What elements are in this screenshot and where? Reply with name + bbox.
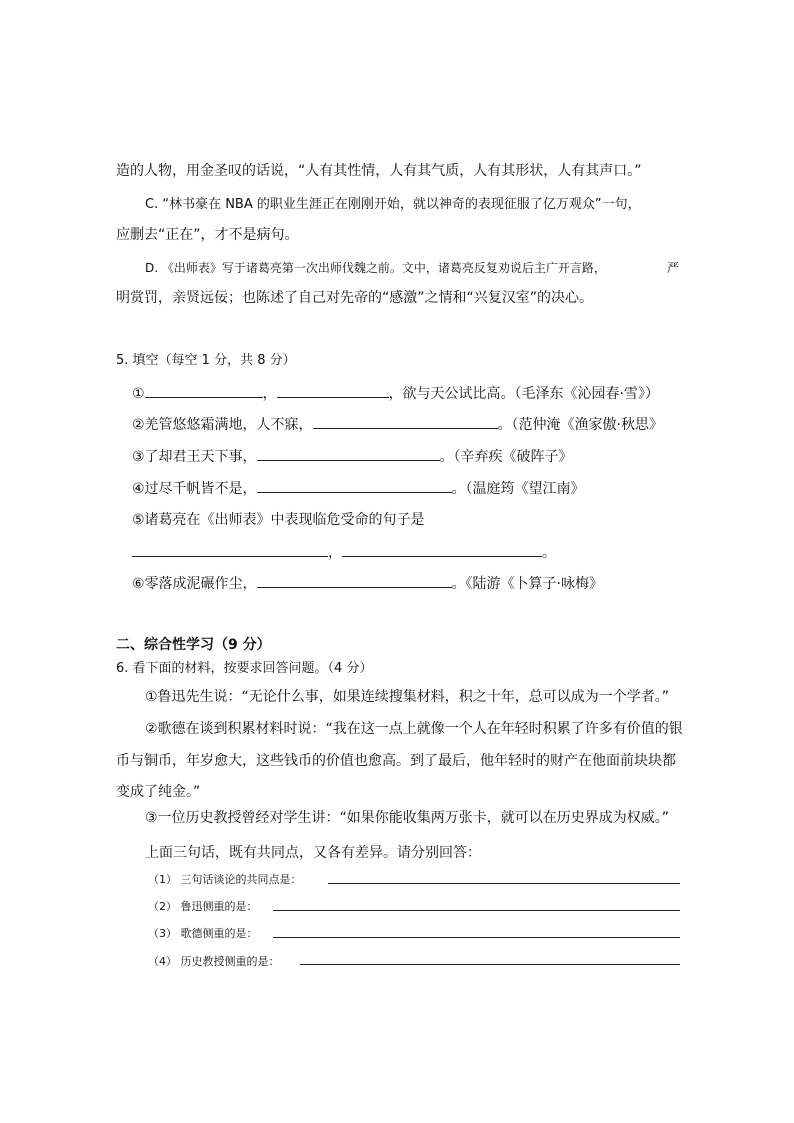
q6-answer-2-label: （2） 鲁迅侧重的是： xyxy=(148,900,258,913)
q5-item-3-text: ③了却君王天下事， xyxy=(132,449,257,465)
q5-item-6-source: 。《陆游《卜算子·咏梅》 xyxy=(451,576,604,592)
q6-answer-4-line[interactable] xyxy=(300,964,680,965)
q6-prompt: 上面三句话，既有共同点，又各有差异。请分别回答： xyxy=(145,845,481,861)
q5-item-3-source: 。（辛弃疾《破阵子》 xyxy=(439,449,573,465)
q6-answer-1-label: （1） 三句话谈论的共同点是： xyxy=(148,873,302,886)
q5-item-4 xyxy=(132,479,585,498)
q5-blank-5a[interactable] xyxy=(132,543,328,557)
q5-item-2 xyxy=(132,415,663,434)
q4-option-c-line1: C. “林书豪在 NBA 的职业生涯正在刚刚开始，就以神奇的表现征服了亿万观众”一句， xyxy=(145,197,641,212)
q5-blank-1b[interactable] xyxy=(277,384,389,398)
q5-item-4-source: 。（温庭筠《望江南》 xyxy=(451,481,585,497)
q5-blank-1a[interactable] xyxy=(145,384,263,398)
q5-blank-2[interactable] xyxy=(313,415,498,429)
q5-title: 5. 填空（每空 1 分，共 8 分） xyxy=(116,353,296,368)
q5-item-2-source: 。（范仲淹《渔家傲·秋思》 xyxy=(497,417,664,433)
q5-item-2-text: ②羌管悠悠霜满地，人不寐， xyxy=(132,417,313,433)
q5-item-1-number: ① xyxy=(132,386,145,402)
q4-option-d-line1-end: 严 xyxy=(667,261,680,275)
q6-answer-2-line[interactable] xyxy=(273,910,680,911)
q4-option-d-line1: D. 《出师表》写于诸葛亮第一次出师伐魏之前。文中，诸葛亮反复劝说后主广开言路， xyxy=(145,261,606,275)
q6-material-1: ①鲁迅先生说：“无论什么事，如果连续搜集材料，积之十年，总可以成为一个学者。” xyxy=(145,689,670,705)
q6-answer-1-line[interactable] xyxy=(328,883,680,884)
q5-item-1 xyxy=(132,384,659,403)
q6-title: 6. 看下面的材料，按要求回答问题。（4 分） xyxy=(116,661,373,676)
q6-answer-3-label: （3） 歌德侧重的是： xyxy=(148,927,258,940)
q5-item-6-text: ⑥零落成泥碾作尘， xyxy=(132,576,257,592)
q4-option-d-line2: 明赏罚，亲贤远佞；也陈述了自己对先帝的“感激”之情和“兴复汉室”的决心。 xyxy=(116,290,594,306)
q6-answer-3-line[interactable] xyxy=(273,937,680,938)
q5-item-5-end: 。 xyxy=(542,545,556,561)
q6-material-3: ③一位历史教授曾经对学生讲：“如果你能收集两万张卡，就可以在历史界成为权威。” xyxy=(145,810,670,826)
q5-blank-4[interactable] xyxy=(257,479,452,493)
section-2-heading: 二、综合性学习（9 分） xyxy=(116,637,271,653)
q5-blank-5b[interactable] xyxy=(342,543,542,557)
q6-answer-4-label: （4） 历史教授侧重的是： xyxy=(148,955,280,968)
q5-item-6 xyxy=(132,574,603,593)
q5-blank-6[interactable] xyxy=(257,574,452,588)
q5-item-1-text: ，欲与天公试比高。（毛泽东《沁园春·雪》） xyxy=(388,386,660,402)
q5-blank-3[interactable] xyxy=(257,447,440,461)
q5-item-4-text: ④过尽千帆皆不是， xyxy=(132,481,257,497)
q4-option-c-line2: 应删去“正在”，才不是病句。 xyxy=(116,227,299,243)
q6-material-2-line3: 变成了纯金。” xyxy=(116,784,201,800)
q4-b-continuation: 造的人物，用金圣叹的话说，“人有其性情，人有其气质，人有其形状，人有其声口。” xyxy=(116,163,642,179)
q5-item-5: ⑤诸葛亮在《出师表》中表现临危受命的句子是 xyxy=(132,512,425,528)
q6-material-2-line2: 币与铜币，年岁愈大，这些钱币的价值也愈高。到了最后，他年轻时的财产在他面前块块都 xyxy=(116,753,676,769)
q5-item-1-sep: ， xyxy=(262,386,277,402)
q5-item-5-sep: ， xyxy=(328,545,342,561)
q6-material-2-line1: ②歌德在谈到积累材料时说：“我在这一点上就像一个人在年轻时积累了许多有价值的银 xyxy=(145,721,683,737)
q5-item-3 xyxy=(132,447,573,466)
q5-item-5-answer xyxy=(132,543,556,562)
